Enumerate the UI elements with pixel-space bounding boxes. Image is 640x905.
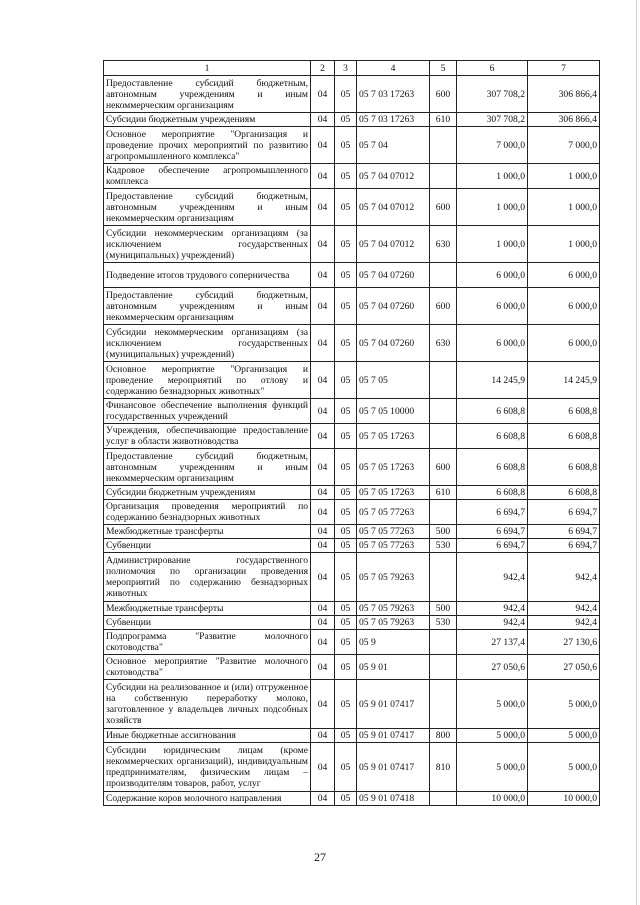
expense-type-cell: 630 (430, 325, 457, 362)
subsection-cell: 05 (335, 486, 357, 500)
row-name-cell: Предоставление субсидий бюджетным, автономным учреждениям и иным некоммерческим организациям (104, 288, 311, 325)
table-row (104, 362, 600, 399)
expense-type-cell (430, 792, 457, 806)
row-name-cell: Учреждения, обеспечивающие предоставление услуг в области животноводства (104, 424, 311, 449)
amount-year2-cell: 942,4 (528, 616, 600, 630)
subsection-cell: 05 (335, 226, 357, 263)
subsection-cell: 05 (335, 449, 357, 486)
section-cell: 04 (311, 76, 335, 113)
amount-year1-cell: 942,4 (457, 602, 528, 616)
header-cell: 1 (104, 61, 311, 76)
table-row (104, 288, 600, 325)
expense-type-cell (430, 362, 457, 399)
target-code-cell: 05 7 05 77263 (357, 525, 430, 539)
target-code-cell: 05 7 05 17263 (357, 449, 430, 486)
subsection-cell: 05 (335, 325, 357, 362)
target-code-cell: 05 7 05 17263 (357, 424, 430, 449)
subsection-cell: 05 (335, 630, 357, 655)
section-cell: 04 (311, 113, 335, 127)
subsection-cell: 05 (335, 616, 357, 630)
amount-year1-cell: 7 000,0 (457, 127, 528, 164)
row-name-cell: Субвенции (104, 539, 311, 553)
expense-type-cell (430, 127, 457, 164)
target-code-cell: 05 7 04 07260 (357, 288, 430, 325)
amount-year2-cell: 306 866,4 (528, 113, 600, 127)
expense-type-cell: 810 (430, 743, 457, 792)
amount-year2-cell: 942,4 (528, 602, 600, 616)
row-name-cell: Основное мероприятие "Организация и проведение прочих мероприятий по развитию агропромышленного комплекса" (104, 127, 311, 164)
table-row (104, 743, 600, 792)
expense-type-cell: 500 (430, 602, 457, 616)
row-name-cell: Основное мероприятие "Развитие молочного скотоводства" (104, 655, 311, 680)
row-name-cell: Администрирование государственного полномочия по организации проведения мероприятий по содержанию безнадзорных животных (104, 553, 311, 602)
section-cell: 04 (311, 539, 335, 553)
section-cell: 04 (311, 553, 335, 602)
table-row (104, 792, 600, 806)
subsection-cell: 05 (335, 729, 357, 743)
subsection-cell: 05 (335, 399, 357, 424)
target-code-cell: 05 7 03 17263 (357, 113, 430, 127)
amount-year2-cell: 1 000,0 (528, 226, 600, 263)
subsection-cell: 05 (335, 792, 357, 806)
section-cell: 04 (311, 616, 335, 630)
target-code-cell: 05 7 05 17263 (357, 486, 430, 500)
amount-year2-cell: 6 694,7 (528, 525, 600, 539)
expense-type-cell: 530 (430, 616, 457, 630)
table-row (104, 539, 600, 553)
row-name-cell: Организация проведения мероприятий по содержанию безнадзорных животных (104, 500, 311, 525)
section-cell: 04 (311, 792, 335, 806)
page-number: 27 (314, 850, 326, 864)
table-row (104, 630, 600, 655)
section-cell: 04 (311, 263, 335, 288)
row-name-cell: Субсидии бюджетным учреждениям (104, 486, 311, 500)
target-code-cell: 05 9 (357, 630, 430, 655)
section-cell: 04 (311, 127, 335, 164)
target-code-cell: 05 7 05 79263 (357, 602, 430, 616)
row-name-cell: Субвенции (104, 616, 311, 630)
amount-year1-cell: 307 708,2 (457, 113, 528, 127)
row-name-cell: Финансовое обеспечение выполнения функций государственных учреждений (104, 399, 311, 424)
row-name-cell: Предоставление субсидий бюджетным, автономным учреждениям и иным некоммерческим организациям (104, 189, 311, 226)
amount-year1-cell: 942,4 (457, 616, 528, 630)
table-row (104, 449, 600, 486)
amount-year1-cell: 5 000,0 (457, 680, 528, 729)
row-name-cell: Субсидии на реализованное и (или) отгруженное на собственную переработку молоко, заготовленное у владельцев личных подсобных хозяйств (104, 680, 311, 729)
row-name-cell: Субсидии некоммерческим организациям (за исключением государственных (муниципальных) учреждений) (104, 325, 311, 362)
amount-year2-cell: 6 608,8 (528, 424, 600, 449)
section-cell: 04 (311, 729, 335, 743)
section-cell: 04 (311, 655, 335, 680)
subsection-cell: 05 (335, 680, 357, 729)
row-name-cell: Основное мероприятие "Организация и проведение мероприятий по отлову и содержанию безнадзорных животных" (104, 362, 311, 399)
row-name-cell: Предоставление субсидий бюджетным, автономным учреждениям и иным некоммерческим организациям (104, 76, 311, 113)
subsection-cell: 05 (335, 127, 357, 164)
row-name-cell: Подведение итогов трудового соперничества (104, 263, 311, 288)
target-code-cell: 05 7 04 07012 (357, 164, 430, 189)
expense-type-cell: 600 (430, 288, 457, 325)
section-cell: 04 (311, 288, 335, 325)
section-cell: 04 (311, 164, 335, 189)
subsection-cell: 05 (335, 525, 357, 539)
target-code-cell: 05 7 04 07260 (357, 325, 430, 362)
amount-year1-cell: 6 608,8 (457, 399, 528, 424)
amount-year1-cell: 307 708,2 (457, 76, 528, 113)
amount-year2-cell: 7 000,0 (528, 127, 600, 164)
expense-type-cell: 610 (430, 486, 457, 500)
table-row (104, 553, 600, 602)
header-cell: 6 (457, 61, 528, 76)
header-cell: 7 (528, 61, 600, 76)
expense-type-cell (430, 680, 457, 729)
row-name-cell: Иные бюджетные ассигнования (104, 729, 311, 743)
table-row (104, 500, 600, 525)
amount-year2-cell: 6 608,8 (528, 449, 600, 486)
target-code-cell: 05 7 05 77263 (357, 500, 430, 525)
amount-year1-cell: 14 245,9 (457, 362, 528, 399)
table-row (104, 325, 600, 362)
section-cell: 04 (311, 399, 335, 424)
target-code-cell: 05 7 05 79263 (357, 553, 430, 602)
amount-year2-cell: 27 050,6 (528, 655, 600, 680)
page-edge-line (636, 0, 637, 905)
section-cell: 04 (311, 630, 335, 655)
target-code-cell: 05 7 04 07260 (357, 263, 430, 288)
subsection-cell: 05 (335, 743, 357, 792)
table-row (104, 189, 600, 226)
row-name-cell: Межбюджетные трансферты (104, 602, 311, 616)
expense-type-cell: 800 (430, 729, 457, 743)
amount-year1-cell: 10 000,0 (457, 792, 528, 806)
amount-year2-cell: 6 694,7 (528, 500, 600, 525)
section-cell: 04 (311, 602, 335, 616)
table-row (104, 729, 600, 743)
section-cell: 04 (311, 486, 335, 500)
expense-type-cell: 500 (430, 525, 457, 539)
amount-year2-cell: 6 000,0 (528, 288, 600, 325)
amount-year1-cell: 1 000,0 (457, 189, 528, 226)
table-row (104, 113, 600, 127)
row-name-cell: Предоставление субсидий бюджетным, автономным учреждениям и иным некоммерческим организациям (104, 449, 311, 486)
budget-table (103, 60, 600, 806)
row-name-cell: Субсидии некоммерческим организациям (за исключением государственных (муниципальных) учреждений) (104, 226, 311, 263)
expense-type-cell (430, 424, 457, 449)
header-cell: 3 (335, 61, 357, 76)
section-cell: 04 (311, 362, 335, 399)
section-cell: 04 (311, 500, 335, 525)
subsection-cell: 05 (335, 500, 357, 525)
table-row (104, 486, 600, 500)
row-name-cell: Подпрограмма "Развитие молочного скотоводства" (104, 630, 311, 655)
amount-year2-cell: 5 000,0 (528, 743, 600, 792)
amount-year1-cell: 27 137,4 (457, 630, 528, 655)
subsection-cell: 05 (335, 76, 357, 113)
table-row (104, 616, 600, 630)
amount-year1-cell: 1 000,0 (457, 164, 528, 189)
amount-year2-cell: 6 608,8 (528, 486, 600, 500)
target-code-cell: 05 7 05 10000 (357, 399, 430, 424)
amount-year2-cell: 1 000,0 (528, 164, 600, 189)
amount-year2-cell: 306 866,4 (528, 76, 600, 113)
amount-year1-cell: 6 608,8 (457, 424, 528, 449)
row-name-cell: Содержание коров молочного направления (104, 792, 311, 806)
target-code-cell: 05 7 05 79263 (357, 616, 430, 630)
amount-year1-cell: 6 694,7 (457, 539, 528, 553)
amount-year1-cell: 6 000,0 (457, 325, 528, 362)
table-row (104, 127, 600, 164)
amount-year2-cell: 942,4 (528, 553, 600, 602)
subsection-cell: 05 (335, 189, 357, 226)
header-cell: 2 (311, 61, 335, 76)
amount-year2-cell: 14 245,9 (528, 362, 600, 399)
expense-type-cell (430, 399, 457, 424)
target-code-cell: 05 7 04 (357, 127, 430, 164)
target-code-cell: 05 9 01 (357, 655, 430, 680)
expense-type-cell (430, 164, 457, 189)
amount-year1-cell: 6 000,0 (457, 263, 528, 288)
expense-type-cell (430, 500, 457, 525)
target-code-cell: 05 7 03 17263 (357, 76, 430, 113)
expense-type-cell: 600 (430, 76, 457, 113)
amount-year2-cell: 27 130,6 (528, 630, 600, 655)
subsection-cell: 05 (335, 424, 357, 449)
expense-type-cell: 600 (430, 189, 457, 226)
amount-year2-cell: 6 694,7 (528, 539, 600, 553)
amount-year2-cell: 10 000,0 (528, 792, 600, 806)
amount-year1-cell: 6 608,8 (457, 486, 528, 500)
subsection-cell: 05 (335, 288, 357, 325)
target-code-cell: 05 9 01 07418 (357, 792, 430, 806)
amount-year1-cell: 942,4 (457, 553, 528, 602)
header-cell: 5 (430, 61, 457, 76)
row-name-cell: Кадровое обеспечение агропромышленного комплекса (104, 164, 311, 189)
amount-year1-cell: 6 000,0 (457, 288, 528, 325)
amount-year1-cell: 6 694,7 (457, 500, 528, 525)
table-header-row (104, 61, 600, 76)
expense-type-cell (430, 630, 457, 655)
amount-year2-cell: 6 000,0 (528, 263, 600, 288)
row-name-cell: Субсидии бюджетным учреждениям (104, 113, 311, 127)
target-code-cell: 05 7 05 (357, 362, 430, 399)
table-row (104, 525, 600, 539)
table-row (104, 399, 600, 424)
subsection-cell: 05 (335, 263, 357, 288)
amount-year2-cell: 5 000,0 (528, 680, 600, 729)
target-code-cell: 05 9 01 07417 (357, 729, 430, 743)
target-code-cell: 05 9 01 07417 (357, 680, 430, 729)
amount-year2-cell: 6 608,8 (528, 399, 600, 424)
amount-year1-cell: 1 000,0 (457, 226, 528, 263)
table-row (104, 424, 600, 449)
table-row (104, 655, 600, 680)
amount-year2-cell: 1 000,0 (528, 189, 600, 226)
target-code-cell: 05 7 04 07012 (357, 189, 430, 226)
amount-year1-cell: 5 000,0 (457, 729, 528, 743)
subsection-cell: 05 (335, 602, 357, 616)
expense-type-cell: 600 (430, 449, 457, 486)
subsection-cell: 05 (335, 539, 357, 553)
table-row (104, 76, 600, 113)
section-cell: 04 (311, 325, 335, 362)
section-cell: 04 (311, 424, 335, 449)
subsection-cell: 05 (335, 113, 357, 127)
header-cell: 4 (357, 61, 430, 76)
expense-type-cell (430, 655, 457, 680)
section-cell: 04 (311, 680, 335, 729)
target-code-cell: 05 7 04 07012 (357, 226, 430, 263)
subsection-cell: 05 (335, 655, 357, 680)
amount-year1-cell: 5 000,0 (457, 743, 528, 792)
subsection-cell: 05 (335, 164, 357, 189)
amount-year2-cell: 6 000,0 (528, 325, 600, 362)
expense-type-cell: 530 (430, 539, 457, 553)
target-code-cell: 05 9 01 07417 (357, 743, 430, 792)
target-code-cell: 05 7 05 77263 (357, 539, 430, 553)
amount-year2-cell: 5 000,0 (528, 729, 600, 743)
amount-year1-cell: 6 694,7 (457, 525, 528, 539)
table-row (104, 680, 600, 729)
subsection-cell: 05 (335, 362, 357, 399)
expense-type-cell (430, 263, 457, 288)
table-row (104, 164, 600, 189)
expense-type-cell (430, 553, 457, 602)
table-row (104, 263, 600, 288)
row-name-cell: Межбюджетные трансферты (104, 525, 311, 539)
expense-type-cell: 630 (430, 226, 457, 263)
subsection-cell: 05 (335, 553, 357, 602)
section-cell: 04 (311, 189, 335, 226)
section-cell: 04 (311, 743, 335, 792)
section-cell: 04 (311, 226, 335, 263)
table-row (104, 226, 600, 263)
section-cell: 04 (311, 449, 335, 486)
amount-year1-cell: 6 608,8 (457, 449, 528, 486)
table-row (104, 602, 600, 616)
row-name-cell: Субсидии юридическим лицам (кроме некоммерческих организаций), индивидуальным предпринимателям, физическим лицам – производителям товаров, работ, услуг (104, 743, 311, 792)
expense-type-cell: 610 (430, 113, 457, 127)
amount-year1-cell: 27 050,6 (457, 655, 528, 680)
section-cell: 04 (311, 525, 335, 539)
